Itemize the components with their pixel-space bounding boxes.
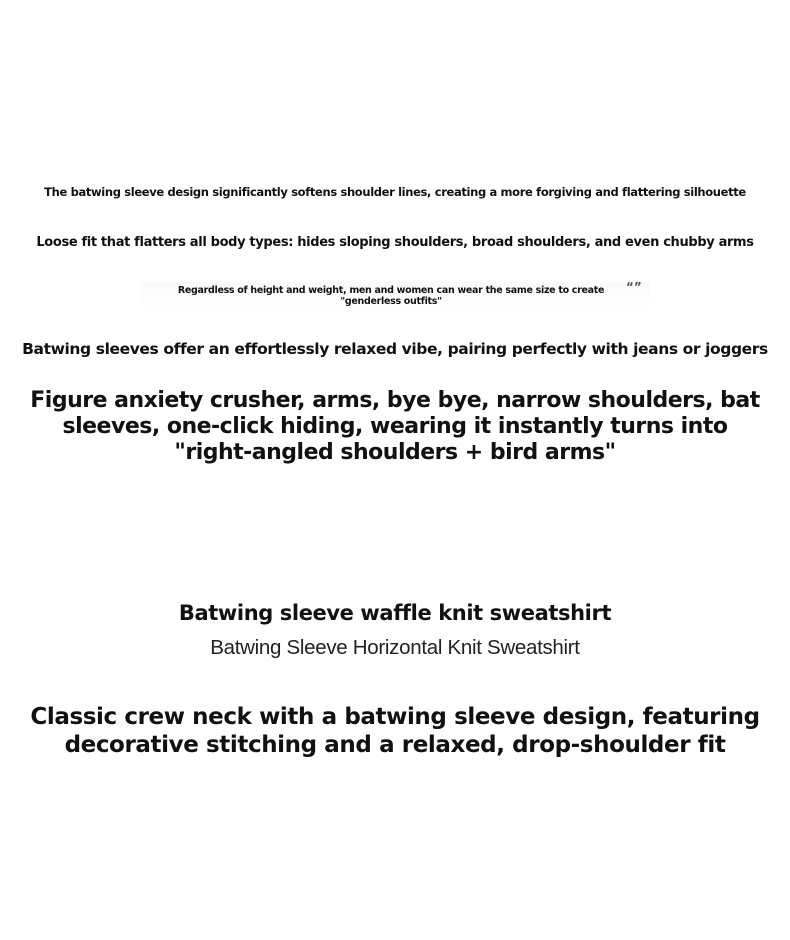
genderless-line-2: "genderless outfits": [340, 296, 442, 307]
description-line-1: Classic crew neck with a batwing sleeve design, featuring: [30, 704, 760, 730]
description-line-2: decorative stitching and a relaxed, drop-shoulder fit: [64, 732, 726, 758]
product-description: [0, 703, 790, 759]
genderless-line-1: Regardless of height and weight, men and women can wear the same size to create: [177, 285, 605, 296]
product-subtitle: Batwing Sleeve Horizontal Knit Sweatshirt: [210, 636, 580, 659]
genderless-note: [140, 282, 650, 312]
feature-line-relaxed-vibe: Batwing sleeves offer an effortlessly relaxed vibe, pairing perfectly with jeans or joggers: [22, 340, 768, 358]
highlight-line-3: "right-angled shoulders + bird arms": [174, 440, 616, 465]
quote-mark-icon: “”: [626, 280, 642, 294]
highlight-line-2: sleeves, one-click hiding, wearing it instantly turns into: [62, 414, 728, 439]
product-title: Batwing sleeve waffle knit sweatshirt: [178, 601, 612, 625]
highlight-paragraph: [0, 388, 790, 466]
genderless-text: [140, 285, 642, 307]
feature-line-body-types: Loose fit that flatters all body types: hides sloping shoulders, broad shoulders, and even chubby arms: [36, 235, 754, 250]
highlight-line-1: Figure anxiety crusher, arms, bye bye, narrow shoulders, bat: [30, 388, 760, 413]
feature-line-silhouette: The batwing sleeve design significantly softens shoulder lines, creating a more forgiving and flattering silhouette: [44, 185, 746, 199]
